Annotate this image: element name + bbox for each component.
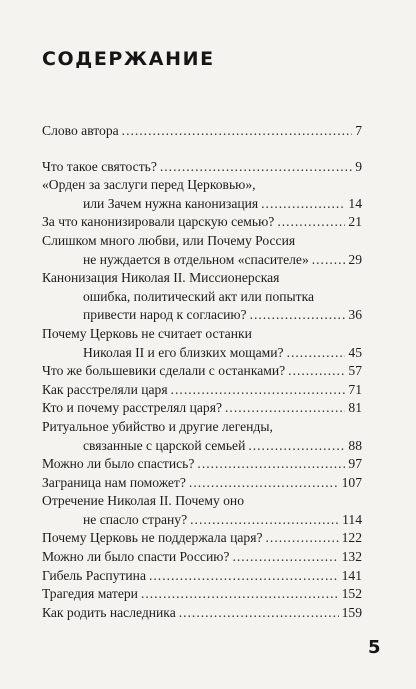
toc-entry-title: Можно ли было спастись? [42, 456, 195, 472]
toc-entry-title: Почему Церковь не поддержала царя? [42, 530, 263, 546]
toc-entry[interactable] [42, 158, 362, 177]
toc-entry-line [42, 567, 362, 586]
dot-leader [248, 437, 345, 456]
dot-leader [277, 213, 345, 232]
toc-entry-page: 81 [348, 400, 362, 416]
toc-entry-line [42, 418, 362, 437]
toc-entry-title: привести народ к согласию? [83, 307, 247, 323]
toc-entry-page: 36 [348, 307, 362, 323]
toc-entry-title: «Орден за заслуги перед Церковью», [42, 177, 256, 193]
dot-leader [312, 251, 346, 270]
toc-entry[interactable] [42, 232, 362, 269]
dot-leader [225, 399, 345, 418]
toc-entry-page: 7 [355, 123, 362, 138]
toc-entry[interactable] [42, 176, 362, 213]
toc-entry[interactable] [42, 492, 362, 529]
toc-entry[interactable] [42, 548, 362, 567]
toc-entry-title: не нуждается в отдельном «спасителе» [83, 251, 309, 267]
toc-entry[interactable] [42, 381, 362, 400]
toc-entry-line [42, 381, 362, 400]
toc-entry[interactable] [42, 567, 362, 586]
dot-leader [122, 122, 353, 141]
dot-leader [179, 604, 339, 623]
dot-leader [266, 529, 339, 548]
page-number: 5 [368, 637, 381, 658]
dot-leader [287, 344, 346, 363]
toc-entry-title: Николая II и его близких мощами? [83, 344, 284, 360]
toc-entry-title: или Зачем нужна канонизация [83, 195, 259, 211]
toc-entry-line [42, 325, 362, 344]
dot-leader [250, 306, 346, 325]
toc-entry[interactable] [42, 585, 362, 604]
toc-entry-title: Почему Церковь не считает останки [42, 325, 252, 341]
toc-entry[interactable] [42, 213, 362, 232]
toc-entry[interactable] [42, 474, 362, 493]
toc-entry-page: 29 [348, 251, 362, 267]
toc-entry-title: Можно ли было спасти Россию? [42, 549, 230, 565]
toc-entry-page: 159 [341, 604, 362, 620]
toc-entry-title: Как родить наследника [42, 604, 176, 620]
toc-entry-title: связанные с царской семьей [83, 437, 246, 453]
toc-entry-line [42, 399, 362, 418]
dot-leader [149, 567, 339, 586]
toc-entry-line [42, 529, 362, 548]
toc-entry-title: не спасло страну? [83, 511, 188, 527]
toc-entry-line [42, 269, 362, 288]
toc-entry-title: Что же большевики сделали с останками? [42, 363, 286, 379]
toc-entry-page: 21 [348, 214, 362, 230]
toc-entry[interactable] [42, 604, 362, 623]
toc-entry-page: 141 [341, 567, 362, 583]
toc-entry-title: За что канонизировали царскую семью? [42, 214, 275, 230]
toc-entry-page: 122 [341, 530, 362, 546]
toc-entry-title: Заграница нам поможет? [42, 474, 186, 490]
toc-entry-line [42, 122, 362, 141]
dot-leader [189, 474, 339, 493]
toc-entry-title: ошибка, политический акт или попытка [83, 288, 315, 304]
toc-entry[interactable] [42, 269, 362, 325]
toc-entry-line [42, 474, 362, 493]
toc-entry[interactable] [42, 362, 362, 381]
toc-entry-title: Канонизация Николая II. Миссионерская [42, 270, 280, 286]
toc-entry[interactable] [42, 122, 362, 141]
dot-leader [190, 511, 339, 530]
toc-entry-title: Гибель Распутина [42, 567, 146, 583]
toc-entry-line [42, 251, 362, 270]
toc-entry-line [42, 176, 362, 195]
toc-entry[interactable] [42, 455, 362, 474]
toc-entry-line [42, 288, 362, 307]
toc-entry-line [42, 195, 362, 214]
toc-entry-line [42, 306, 362, 325]
toc-entry-page: 14 [348, 195, 362, 211]
toc-entry-title: Слишком много любви, или Почему Россия [42, 232, 296, 248]
toc-entry-line [42, 344, 362, 363]
toc-entry-line [42, 492, 362, 511]
dot-leader [141, 585, 339, 604]
toc-entry[interactable] [42, 325, 362, 362]
toc-entry-title: Трагедия матери [42, 586, 138, 602]
toc-entry-page: 71 [348, 381, 362, 397]
toc-entry-page: 9 [355, 158, 362, 174]
toc-entry-line [42, 585, 362, 604]
toc-entry-page: 132 [341, 549, 362, 565]
toc-entry[interactable] [42, 399, 362, 418]
toc-entry-title: Слово автора [42, 123, 119, 138]
toc-entry-title: Ритуальное убийство и другие легенды, [42, 418, 273, 434]
toc-entry-page: 88 [348, 437, 362, 453]
table-of-contents [42, 122, 362, 622]
toc-entry-page: 45 [348, 344, 362, 360]
toc-entry[interactable] [42, 418, 362, 455]
dot-leader [171, 381, 346, 400]
toc-entry-title: Кто и почему расстрелял царя? [42, 400, 223, 416]
toc-entry-title: Отречение Николая II. Почему оно [42, 493, 245, 509]
toc-entry-page: 114 [342, 511, 362, 527]
toc-entry-title: Как расстреляли царя [42, 381, 168, 397]
dot-leader [232, 548, 338, 567]
toc-entry-line [42, 437, 362, 456]
page-title: СОДЕРЖАНИЕ [42, 48, 215, 70]
dot-leader [261, 195, 345, 214]
toc-entry-line [42, 548, 362, 567]
dot-leader [160, 158, 352, 177]
toc-entry-title: Что такое святость? [42, 158, 157, 174]
toc-entry-page: 97 [348, 456, 362, 472]
toc-entry-line [42, 455, 362, 474]
toc-entry[interactable] [42, 529, 362, 548]
dot-leader [288, 362, 345, 381]
toc-entry-page: 152 [341, 586, 362, 602]
toc-entry-line [42, 158, 362, 177]
toc-entry-line [42, 511, 362, 530]
toc-entry-line [42, 604, 362, 623]
toc-entry-page: 107 [341, 474, 362, 490]
dot-leader [197, 455, 345, 474]
toc-entry-line [42, 362, 362, 381]
toc-entry-line [42, 232, 362, 251]
toc-entry-line [42, 213, 362, 232]
toc-entry-page: 57 [348, 363, 362, 379]
